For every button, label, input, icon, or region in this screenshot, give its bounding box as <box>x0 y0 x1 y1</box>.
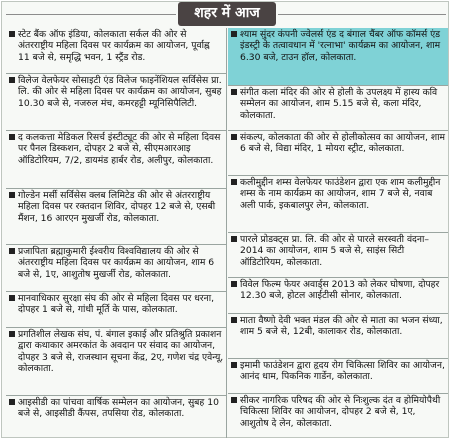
event-item <box>6 189 226 245</box>
left-column <box>6 28 226 432</box>
event-item <box>228 131 448 176</box>
column-divider <box>226 28 227 438</box>
event-text: संकल्प, कोलकाता की ओर से होलीकोत्सव का आयोजन, शाम 6 बजे से, विद्या मंदिर, 1 मोयरा स्ट्रीट, कोलकाता. <box>240 132 445 155</box>
event-text: प्रजापिता ब्रह्माकुमारी ईश्वरीय विश्वविद्यालय की ओर से अंतरराष्ट्रीय महिला दिवस पर कार्यक्रम का आयोजन, शाम 6 बजे से, 1ए, आशुतोष मुखर्जी रोड, कोलकाता. <box>18 246 215 280</box>
bullet-icon <box>231 317 237 323</box>
bullet-icon <box>9 192 15 198</box>
event-text: माता वैष्णो देवी भक्त मंडल की ओर से माता का भजन संध्या, शाम 5 बजे से, 12बी, कालाकर रोड, कोलकाता. <box>240 315 443 338</box>
event-item <box>228 86 448 131</box>
event-text: गोल्डेन मर्सी सर्विसेस क्लब लिमिटेड की ओर से अंतरराष्ट्रीय महिला दिवस पर रक्तदान शिविर, दोपहर 12 बजे से, एसबी मैंशन, 16 आरएन मुखर्जी रोड, कोलकाता. <box>18 190 216 224</box>
event-text: श्याम सुंदर कंपनी ज्वेलर्स एंड द बंगाल चैंबर ऑफ कॉमर्स एंड इंडस्ट्री के तत्वावधान में 'रत्नाभा' कार्यक्रम का आयोजन, शाम 6.30 बजे, टाउन हॉल, कोलकाता. <box>240 29 441 63</box>
bullet-icon <box>9 331 15 337</box>
event-text: विवेल फिल्म फेयर अवार्ड्स 2013 को लेकर घोषणा, दोपहर 12.30 बजे, होटल आईटीसी सोनार, कोलकाता. <box>240 279 440 302</box>
event-text: इमामी फाउंडेशन द्वारा हृदय रोग चिकित्सा शिविर का आयोजन, आनंद धाम, पिकनिक गार्डेन, कोलकाता. <box>240 360 445 383</box>
bullet-icon <box>231 281 237 287</box>
event-item <box>6 292 226 328</box>
bullet-icon <box>231 362 237 368</box>
event-item <box>6 245 226 292</box>
event-text: विलेज वेलफेयर सोसाइटी एंड विलेज फाइनेंशियल सर्विसेस प्रा. लि. की ओर से महिला दिवस पर कार्यक्रम का आयोजन, सुबह 10.30 बजे से, नजरुल मंच, कमरहट्टी म्यूनिसिपैलिटी. <box>18 75 222 109</box>
event-text: प्रगतिशील लेखक संघ, पं. बंगाल इकाई और प्रतिश्रुति प्रकाशन द्वारा कथाकार अमरकांत के अवदान पर संवाद का आयोजन, दोपहर 3 बजे से, राजस्थान सूचना केंद्र, 2ए, गणेश चंद्र एवेन्यू, कोलकाता. <box>18 329 224 374</box>
event-text: पारले प्रोडक्ट्स प्रा. लि. की ओर से पारले सरस्वती वंदना–2014 का आयोजन, शाम 5 बजे से, साइंस सिटी ऑडिटोरियम, कोलकाता. <box>240 234 430 268</box>
event-text: स्टेट बैंक ऑफ इंडिया, कोलकाता सर्कल की ओर से अंतरराष्ट्रीय महिला दिवस पर कार्यक्रम का आयोजन, पूर्वाह्न 11 बजे से, समृद्धि भवन, 1 स्ट्रैंड रोड. <box>18 29 210 63</box>
event-item <box>228 278 448 314</box>
bullet-icon <box>231 89 237 95</box>
event-item <box>228 176 448 233</box>
bullet-icon <box>231 236 237 242</box>
bullet-icon <box>9 134 15 140</box>
event-item <box>6 74 226 131</box>
event-item <box>6 328 226 396</box>
event-text: सीकर नागरिक परिषद की ओर से निःशुल्क दंत व होमियोपैथी चिकित्सा शिविर का आयोजन, दोपहर 2 बजे से, 1ए, आशुतोष दे लेन, कोलकाता. <box>240 395 441 429</box>
event-item <box>228 233 448 278</box>
event-text: आइसीडी का पांचवा वार्षिक सम्मेलन का आयोजन, सुबह 10 बजे से, आइसीडी कैंपस, तपसिया रोड, कोलकाता. <box>18 397 219 420</box>
section-title: शहर में आज <box>178 2 276 26</box>
event-text: संगीत कला मंदिर की ओर से होली के उपलक्ष्य में हास्य कवि सम्मेलन का आयोजन, शाम 5.15 बजे से, कला मंदिर, कोलकाता. <box>240 87 438 121</box>
event-item <box>228 394 448 436</box>
bullet-icon <box>231 134 237 140</box>
section-header <box>2 2 450 26</box>
bullet-icon <box>9 399 15 405</box>
bullet-icon <box>9 31 15 37</box>
event-item-highlighted <box>228 28 448 86</box>
events-panel <box>1 1 449 438</box>
event-text: द कलकत्ता मेडिकल रिसर्च इंस्टीट्यूट की ओर से महिला दिवस पर पैनल डिस्कशन, दोपहर 2 बजे से, सीएमआरआइ ऑडिटोरियम, 7/2, डायमंड हार्बर रोड, अलीपुर, कोलकाता. <box>18 132 221 166</box>
bullet-icon <box>231 397 237 403</box>
right-column <box>228 28 448 436</box>
event-text: मानवाधिकार सुरक्षा संघ की ओर से महिला दिवस पर धरना, दोपहर 1 बजे से, गांधी मूर्ति के पास, कोलकाता. <box>18 293 215 316</box>
bullet-icon <box>9 248 15 254</box>
event-item <box>228 359 448 394</box>
event-item <box>6 28 226 74</box>
event-item <box>228 314 448 359</box>
event-item <box>6 131 226 189</box>
header-divider-right <box>278 14 446 15</box>
bullet-icon <box>231 179 237 185</box>
bullet-icon <box>9 295 15 301</box>
event-text: कलीमुद्दीन शम्स वेलफेयर फाउंडेशन द्वारा एक शाम कलीमुद्दीन शम्स के नाम कार्यक्रम का आयोजन, शाम 7 बजे से, नवाब अली पार्क, इकबालपुर लेन, कोलकाता. <box>240 177 441 211</box>
bullet-icon <box>231 31 237 37</box>
bullet-icon <box>9 77 15 83</box>
event-item <box>6 396 226 432</box>
header-divider-left <box>6 14 176 15</box>
